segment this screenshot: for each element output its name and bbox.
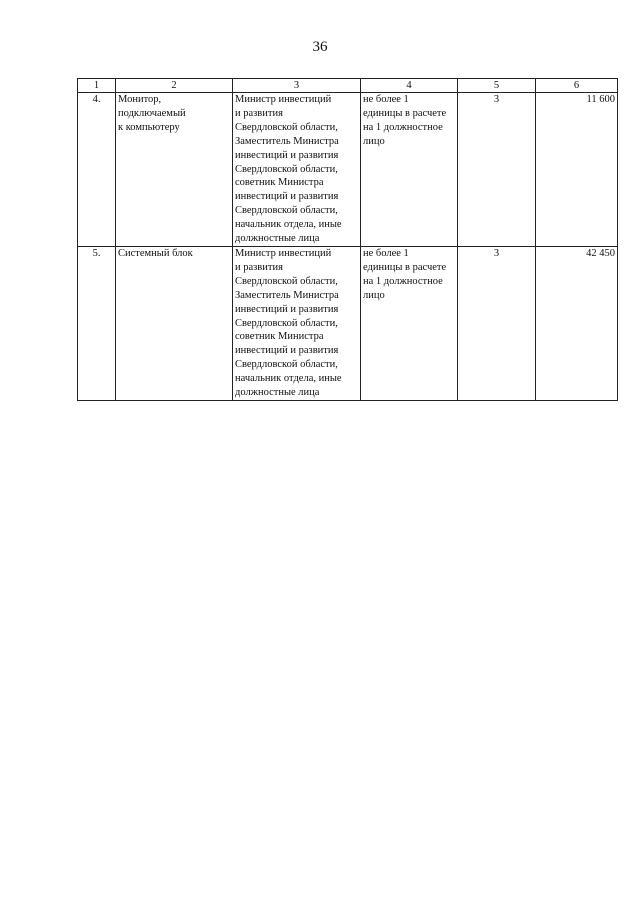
item-name: Монитор, подключаемый к компьютеру	[116, 93, 233, 247]
column-header: 1	[78, 79, 116, 93]
column-header: 2	[116, 79, 233, 93]
period-cell: 3	[458, 93, 536, 247]
column-header: 5	[458, 79, 536, 93]
page-number: 36	[312, 39, 328, 55]
column-header: 4	[361, 79, 458, 93]
norms-table	[77, 78, 618, 401]
table-header-row	[78, 79, 618, 93]
row-number: 5.	[78, 246, 116, 400]
quantity-cell: не более 1 единицы в расчете на 1 должностное лицо	[361, 93, 458, 247]
column-header: 3	[233, 79, 361, 93]
column-header: 6	[536, 79, 618, 93]
quantity-cell: не более 1 единицы в расчете на 1 должностное лицо	[361, 246, 458, 400]
table-row	[78, 93, 618, 247]
price-cell: 42 450	[536, 246, 618, 400]
positions-cell: Министр инвестиций и развития Свердловской области, Заместитель Министра инвестиций и развития Свердловской области, советник Министра инвестиций и развития Свердловской области, начальник отдела, иные должностные лица	[233, 246, 361, 400]
table-row	[78, 246, 618, 400]
row-number: 4.	[78, 93, 116, 247]
positions-cell: Министр инвестиций и развития Свердловской области, Заместитель Министра инвестиций и развития Свердловской области, советник Министра инвестиций и развития Свердловской области, начальник отдела, иные должностные лица	[233, 93, 361, 247]
period-cell: 3	[458, 246, 536, 400]
item-name: Системный блок	[116, 246, 233, 400]
price-cell: 11 600	[536, 93, 618, 247]
